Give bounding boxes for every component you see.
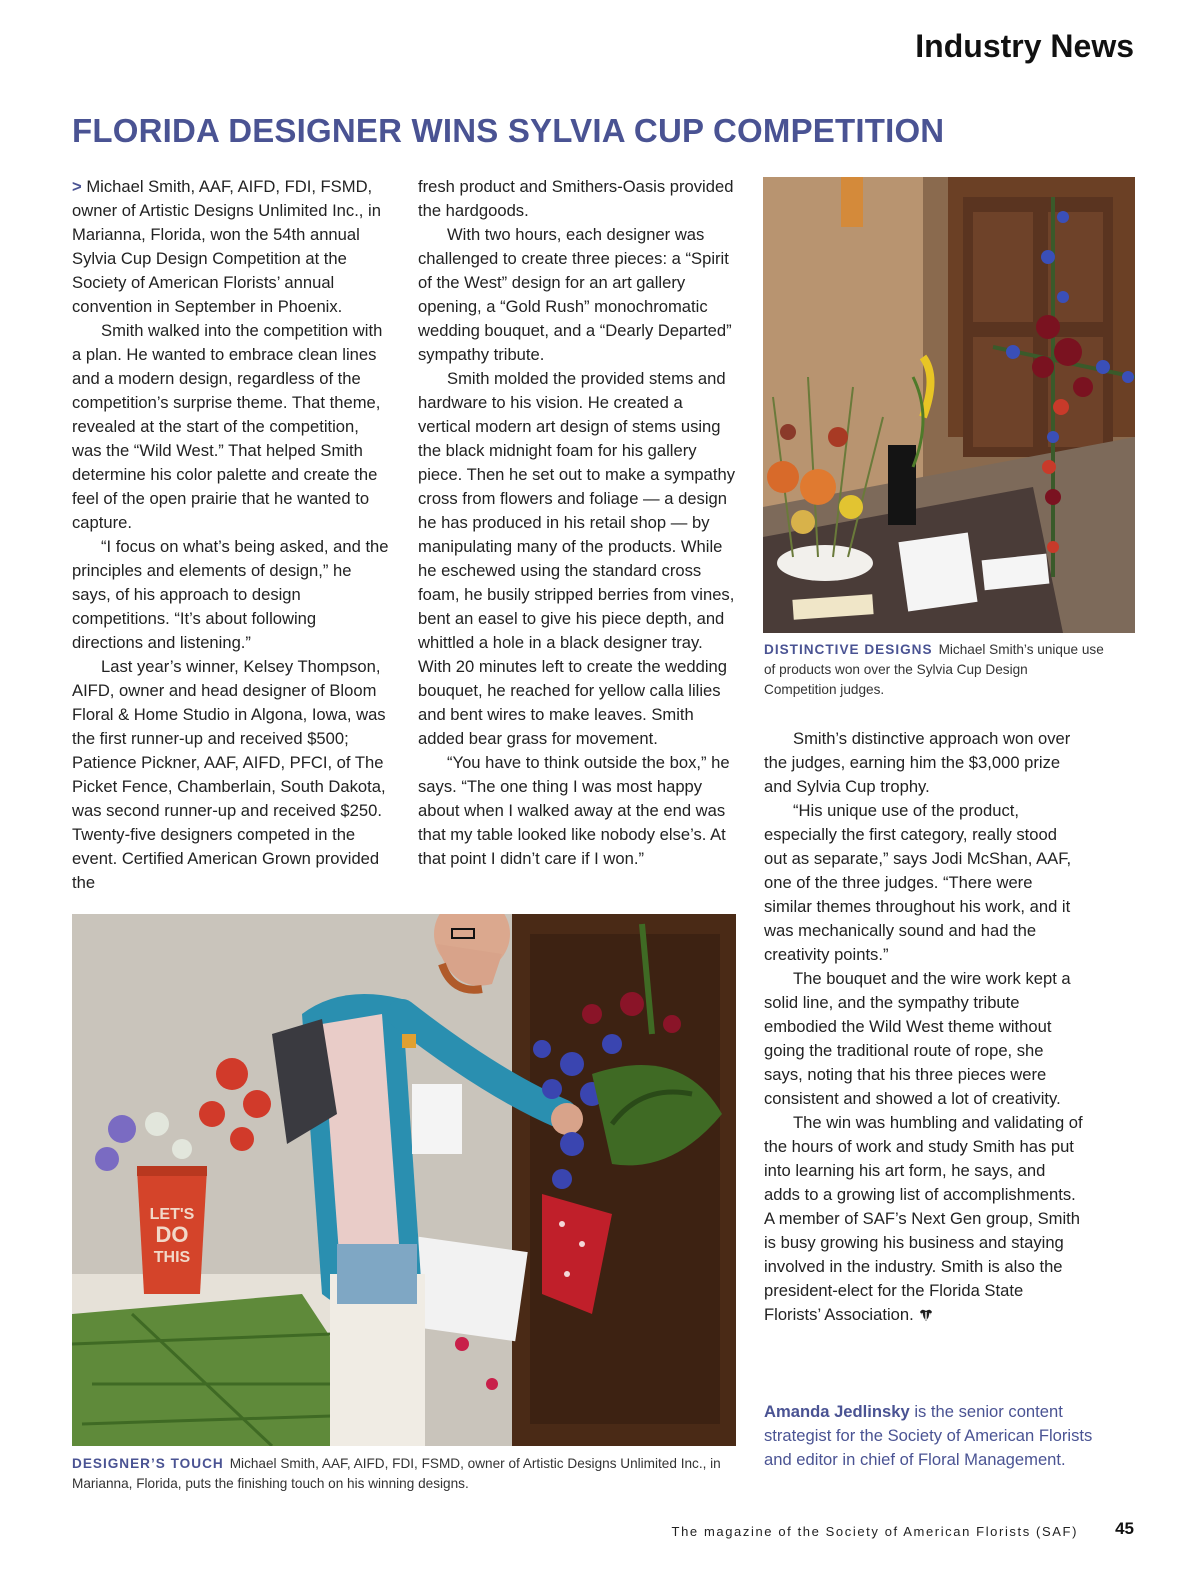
- caption-designers-touch: [72, 1454, 742, 1494]
- saf-end-mark-icon: [918, 1306, 934, 1322]
- caption-tag: DISTINCTIVE DESIGNS: [764, 642, 933, 657]
- photo-illustration: [72, 914, 736, 1446]
- caption-text: Michael Smith’s unique use of products won over the Sylvia Cup Design Competition judges.: [764, 642, 1104, 697]
- paragraph: “I focus on what’s being asked, and the principles and elements of design,” he says, of his approach to design competitions. “It’s about following directions and listening.”: [72, 537, 389, 652]
- author-bio: [764, 1400, 1104, 1472]
- photo-distinctive-designs: [763, 177, 1135, 633]
- caption-tag: DESIGNER’S TOUCH: [72, 1456, 224, 1471]
- bucket-text-line: THIS: [153, 1249, 191, 1266]
- paragraph-text: Michael Smith, AAF, AIFD, FDI, FSMD, owner of Artistic Designs Unlimited Inc., in Marianna, Florida, won the 54th annual Sylvia Cup Design Competition at the Society of American Florists’ annual convention in September in Phoenix.: [72, 177, 381, 316]
- paragraph: Last year’s winner, Kelsey Thompson, AIFD, owner and head designer of Bloom Floral & Home Studio in Algona, Iowa, was the first runner-up and received $500; Patience Pickner, AAF, AIFD, PFCI, of The Picket Fence, Chamberlain, South Dakota, was second runner-up and received $250. Twenty-five designers competed in the event. Certified American Grown provided the: [72, 657, 386, 892]
- paragraph: Smith’s distinctive approach won over the judges, earning him the $3,000 prize and Sylvia Cup trophy.: [764, 729, 1071, 796]
- paragraph: [72, 175, 390, 319]
- bucket-text-line: DO: [155, 1222, 189, 1247]
- section-label: Industry News: [915, 28, 1134, 64]
- page-number: 45: [1115, 1519, 1134, 1538]
- article-column-2: [418, 175, 738, 871]
- photo-designers-touch: [72, 914, 736, 1446]
- paragraph: Smith walked into the competition with a plan. He wanted to embrace clean lines and a modern design, regardless of the competition’s surprise theme. That theme, revealed at the start of the competition, was the “Wild West.” That helped Smith determine his color palette and create the feel of the open prairie that he wanted to capture.: [72, 321, 383, 532]
- bucket-text-line: LET'S: [149, 1206, 195, 1223]
- paragraph: [764, 1111, 1084, 1327]
- photo-illustration: [763, 177, 1135, 633]
- paragraph: “His unique use of the product, especially the first category, really stood out as separate,” says Jodi McShan, AAF, one of the three judges. “There were similar themes throughout his work, and it was mechanically sound and had the creativity points.”: [764, 801, 1072, 964]
- page-footer: The magazine of the Society of American Florists (SAF): [671, 1524, 1078, 1539]
- article-column-3: [764, 727, 1084, 1327]
- author-name: Amanda Jedlinsky: [764, 1402, 910, 1421]
- paragraph-text: The win was humbling and validating of the hours of work and study Smith has put into learning his art form, he says, and adds to a growing list of accomplishments. A member of SAF’s Next Gen group, Smith is busy growing his business and staying involved in the industry. Smith is also the president-elect for the Florida State Florists’ Association.: [764, 1113, 1083, 1324]
- caption-distinctive-designs: [764, 640, 1104, 700]
- article-column-1: [72, 175, 390, 895]
- article-headline: FLORIDA DESIGNER WINS SYLVIA CUP COMPETITION: [72, 112, 945, 149]
- paragraph: “You have to think outside the box,” he says. “The one thing I was most happy about when I walked away at the end was that my table looked like nobody else’s. At that point I didn’t care if I won.”: [418, 753, 730, 868]
- paragraph: Smith molded the provided stems and hardware to his vision. He created a vertical modern art design of stems using the black midnight foam for his gallery piece. Then he set out to make a sympathy cross from flowers and foliage — a design he has produced in his retail shop — by manipulating many of the products. While he eschewed using the standard cross foam, he busily stripped berries from vines, bent an easel to give his piece depth, and whittled a hole in a black designer tray. With 20 minutes left to create the wedding bouquet, he reached for yellow calla lilies and bent wires to make leaves. Smith added bear grass for movement.: [418, 369, 735, 748]
- paragraph: fresh product and Smithers-Oasis provided the hardgoods.: [418, 177, 734, 220]
- paragraph: The bouquet and the wire work kept a solid line, and the sympathy tribute embodied the Wild West theme without going the traditional route of rope, she says, noting that his three pieces were consistent and showed a lot of creativity.: [764, 969, 1071, 1108]
- paragraph: With two hours, each designer was challenged to create three pieces: a “Spirit of the West” design for an art gallery opening, a “Gold Rush” monochromatic wedding bouquet, and a “Dearly Departed” sympathy tribute.: [418, 225, 732, 364]
- author-bio-text: is the senior content strategist for the Society of American Florists and editor in chief of Floral Management.: [764, 1402, 1093, 1469]
- caption-text: Michael Smith, AAF, AIFD, FDI, FSMD, owner of Artistic Designs Unlimited Inc., in Marianna, Florida, puts the finishing touch on his winning designs.: [72, 1456, 721, 1491]
- lead-arrow-icon: >: [72, 177, 82, 196]
